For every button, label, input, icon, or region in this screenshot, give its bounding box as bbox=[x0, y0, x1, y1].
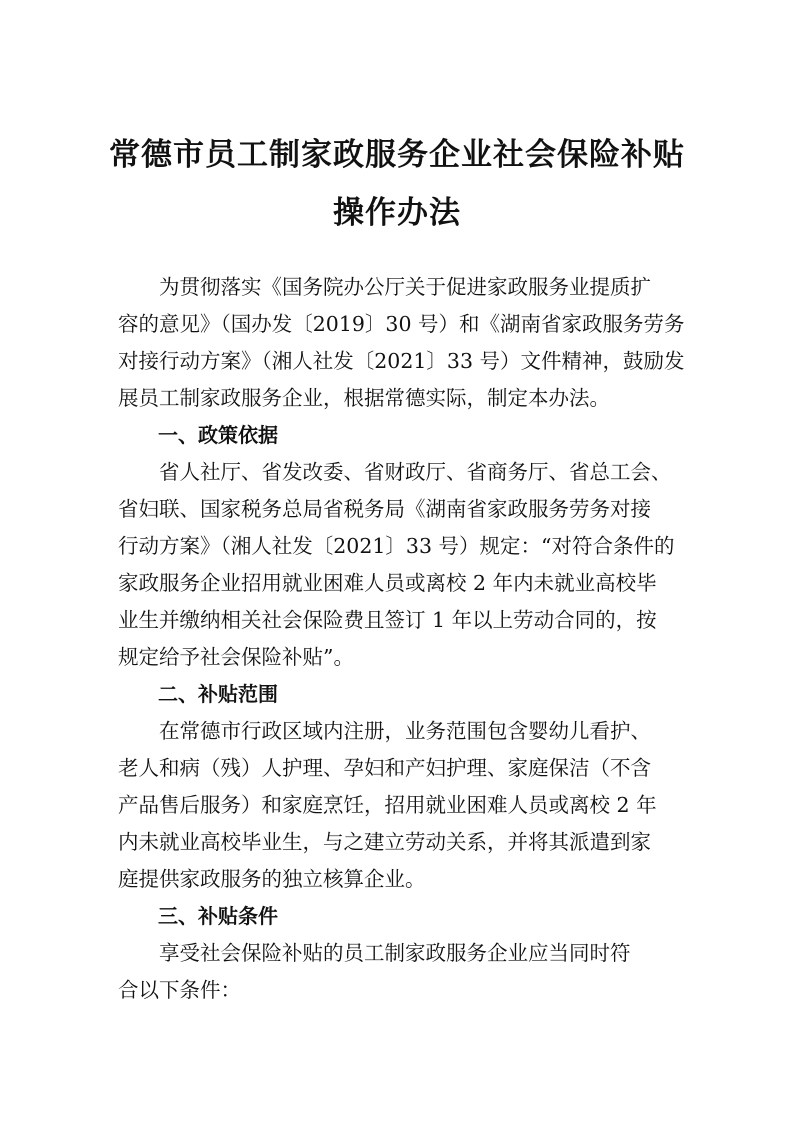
text-line: 合以下条件： bbox=[118, 978, 241, 1002]
intro-paragraph bbox=[118, 269, 685, 417]
text-line: 为贯彻落实《国务院办公厅关于促进家政服务业提质扩 bbox=[159, 275, 651, 299]
title-line-2: 操作办法 bbox=[333, 195, 461, 231]
section-heading-policy-basis: 一、政策依据 bbox=[158, 423, 278, 447]
text-line: 业生并缴纳相关社会保险费且签订 1 年以上劳动合同的，按 bbox=[118, 608, 657, 632]
text-line: 在常德市行政区域内注册，业务范围包含婴幼儿看护、 bbox=[159, 719, 651, 743]
document-body bbox=[118, 269, 685, 1009]
text-line: 产品售后服务）和家庭烹饪，招用就业困难人员或离校 2 年 bbox=[118, 793, 657, 817]
text-line: 对接行动方案》（湘人社发〔2021〕33 号）文件精神，鼓励发 bbox=[118, 349, 685, 373]
text-line: 省人社厅、省发改委、省财政厅、省商务厅、省总工会、 bbox=[159, 460, 672, 484]
text-line: 展员工制家政服务企业，根据常德实际，制定本办法。 bbox=[118, 386, 610, 410]
text-line: 老人和病（残）人护理、孕妇和产妇护理、家庭保洁（不含 bbox=[118, 756, 651, 780]
section-paragraph-policy-basis bbox=[118, 454, 678, 676]
section-paragraph-subsidy-scope bbox=[118, 713, 678, 898]
text-line: 规定给予社会保险补贴”。 bbox=[118, 645, 354, 669]
title-line-1: 常德市员工制家政服务企业社会保险补贴 bbox=[109, 137, 685, 173]
document-title bbox=[0, 126, 794, 242]
text-line: 家政服务企业招用就业困难人员或离校 2 年内未就业高校毕 bbox=[118, 571, 657, 595]
text-line: 庭提供家政服务的独立核算企业。 bbox=[118, 867, 426, 891]
text-line: 容的意见》（国办发〔2019〕30 号）和《湖南省家政服务劳务 bbox=[118, 312, 685, 336]
text-line: 享受社会保险补贴的员工制家政服务企业应当同时符 bbox=[159, 941, 631, 965]
text-line: 内未就业高校毕业生，与之建立劳动关系，并将其派遣到家 bbox=[118, 830, 651, 854]
section-paragraph-subsidy-conditions bbox=[118, 935, 678, 1009]
text-line: 行动方案》（湘人社发〔2021〕33 号）规定：“对符合条件的 bbox=[118, 534, 675, 558]
section-heading-subsidy-conditions: 三、补贴条件 bbox=[158, 904, 278, 928]
text-line: 省妇联、国家税务总局省税务局《湖南省家政服务劳务对接 bbox=[118, 497, 651, 521]
section-heading-subsidy-scope: 二、补贴范围 bbox=[158, 682, 278, 706]
